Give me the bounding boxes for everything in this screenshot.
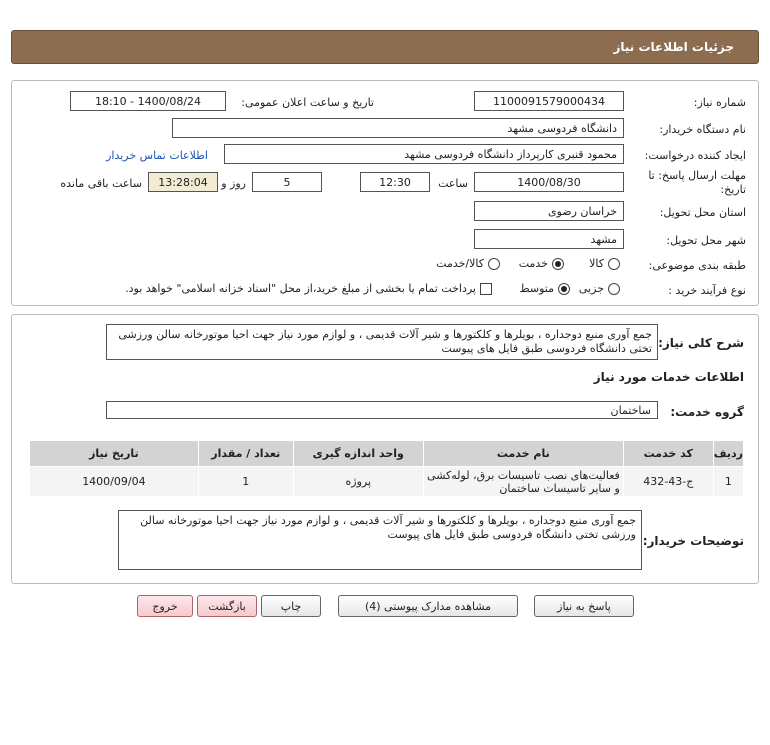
payment-treasury-note: پرداخت تمام یا بخشی از مبلغ خرید،از محل "اسناد خزانه اسلامی" خواهد بود. [125, 282, 476, 295]
creator-field[interactable]: محمود قنبری کارپرداز دانشگاه فردوسی مشهد [224, 144, 624, 164]
cell-row-number: 1 [713, 467, 743, 497]
process-label: نوع فرآیند خرید : [668, 284, 746, 297]
back-button[interactable]: بازگشت [197, 595, 257, 617]
cell-service-name: فعالیت‌های نصب تاسیسات برق، لوله‌کشی و سایر تاسیسات ساختمان [423, 467, 623, 497]
buyer-org-label: نام دستگاه خریدار: [659, 123, 746, 136]
payment-treasury-option[interactable] [125, 282, 492, 295]
deadline-label-date: تاریخ: [720, 183, 746, 196]
process-option-medium[interactable] [519, 282, 570, 295]
remaining-time-field: 13:28:04 [148, 172, 218, 192]
col-row-number: ردیف [713, 441, 743, 467]
announce-label: تاریخ و ساعت اعلان عمومی: [241, 96, 374, 109]
col-need-date: تاریخ نیاز [30, 441, 199, 467]
services-table [29, 440, 744, 497]
process-option-minor[interactable] [579, 282, 620, 295]
col-service-name: نام خدمت [423, 441, 623, 467]
view-attachments-button[interactable]: مشاهده مدارک پیوستی (4) [338, 595, 518, 617]
category-option-goods[interactable] [589, 257, 620, 270]
payment-treasury-checkbox[interactable] [480, 283, 492, 295]
announce-field[interactable]: 1400/08/24 - 18:10 [70, 91, 226, 111]
cell-quantity: 1 [198, 467, 293, 497]
buyer-org-field[interactable]: دانشگاه فردوسی مشهد [172, 118, 624, 138]
service-group-label: گروه خدمت: [670, 405, 744, 419]
need-number-field[interactable]: 1100091579000434 [474, 91, 624, 111]
category-radio-service[interactable] [552, 258, 564, 270]
process-option-medium-label: متوسط [519, 282, 554, 295]
category-label: طبقه بندی موضوعی: [648, 259, 746, 272]
col-quantity: تعداد / مقدار [198, 441, 293, 467]
cell-unit: پروژه [293, 467, 423, 497]
days-label: روز و [221, 177, 246, 190]
category-radio-goods-service[interactable] [488, 258, 500, 270]
buyer-desc-text: جمع آوری منبع دوجداره ، بویلرها و کلکتورها و شیر آلات قدیمی ، و لوازم مورد نیاز جهت احیا موتورخانه سالن ورزشی تختی دانشگاه فردوسی طبق فایل های پیوست [118, 510, 642, 570]
page-title: جزئیات اطلاعات نیاز [613, 40, 734, 54]
city-label: شهر محل تحویل: [666, 234, 746, 247]
city-field[interactable]: مشهد [474, 229, 624, 249]
category-option-goods-service-label: کالا/خدمت [436, 257, 484, 270]
process-radio-minor[interactable] [608, 283, 620, 295]
category-option-goods-service[interactable] [436, 257, 500, 270]
table-header-row [30, 441, 744, 467]
page-header [11, 30, 759, 64]
services-heading: اطلاعات خدمات مورد نیاز [593, 370, 744, 384]
exit-button[interactable]: خروج [137, 595, 193, 617]
deadline-date-field[interactable]: 1400/08/30 [474, 172, 624, 192]
cell-service-code: ج-43-432 [623, 467, 713, 497]
category-radio-goods[interactable] [608, 258, 620, 270]
services-table-wrap [29, 440, 744, 497]
days-field[interactable]: 5 [252, 172, 322, 192]
service-group-field[interactable]: ساختمان [106, 401, 658, 419]
col-service-code: کد خدمت [623, 441, 713, 467]
deadline-label: مهلت ارسال پاسخ: تا [648, 169, 746, 182]
info-panel [11, 80, 759, 306]
table-row [30, 467, 744, 497]
category-option-service[interactable] [519, 257, 564, 270]
deadline-time-field[interactable]: 12:30 [360, 172, 430, 192]
reply-button[interactable]: پاسخ به نیاز [534, 595, 634, 617]
buyer-desc-label: توضیحات خریدار: [642, 534, 744, 548]
remaining-label: ساعت باقی مانده [60, 177, 142, 190]
province-field[interactable]: خراسان رضوی [474, 201, 624, 221]
col-unit: واحد اندازه گیری [293, 441, 423, 467]
print-button[interactable]: چاپ [261, 595, 321, 617]
buyer-contact-link[interactable]: اطلاعات تماس خریدار [106, 149, 208, 162]
category-option-goods-label: کالا [589, 257, 604, 270]
need-number-label: شماره نیاز: [693, 96, 746, 109]
creator-label: ایجاد کننده درخواست: [644, 149, 746, 162]
category-option-service-label: خدمت [518, 257, 548, 270]
deadline-time-label: ساعت [438, 177, 468, 190]
summary-text: جمع آوری منبع دوجداره ، بویلرها و کلکتورها و شیر آلات قدیمی ، و لوازم مورد نیاز جهت احیا موتورخانه سالن ورزشی تختی دانشگاه فردوسی طبق فایل های پیوست [106, 324, 658, 360]
summary-label: شرح کلی نیاز: [658, 336, 744, 350]
process-option-minor-label: جزیی [578, 282, 604, 295]
cell-need-date: 1400/09/04 [30, 467, 199, 497]
province-label: استان محل تحویل: [659, 206, 746, 219]
process-radio-medium[interactable] [558, 283, 570, 295]
